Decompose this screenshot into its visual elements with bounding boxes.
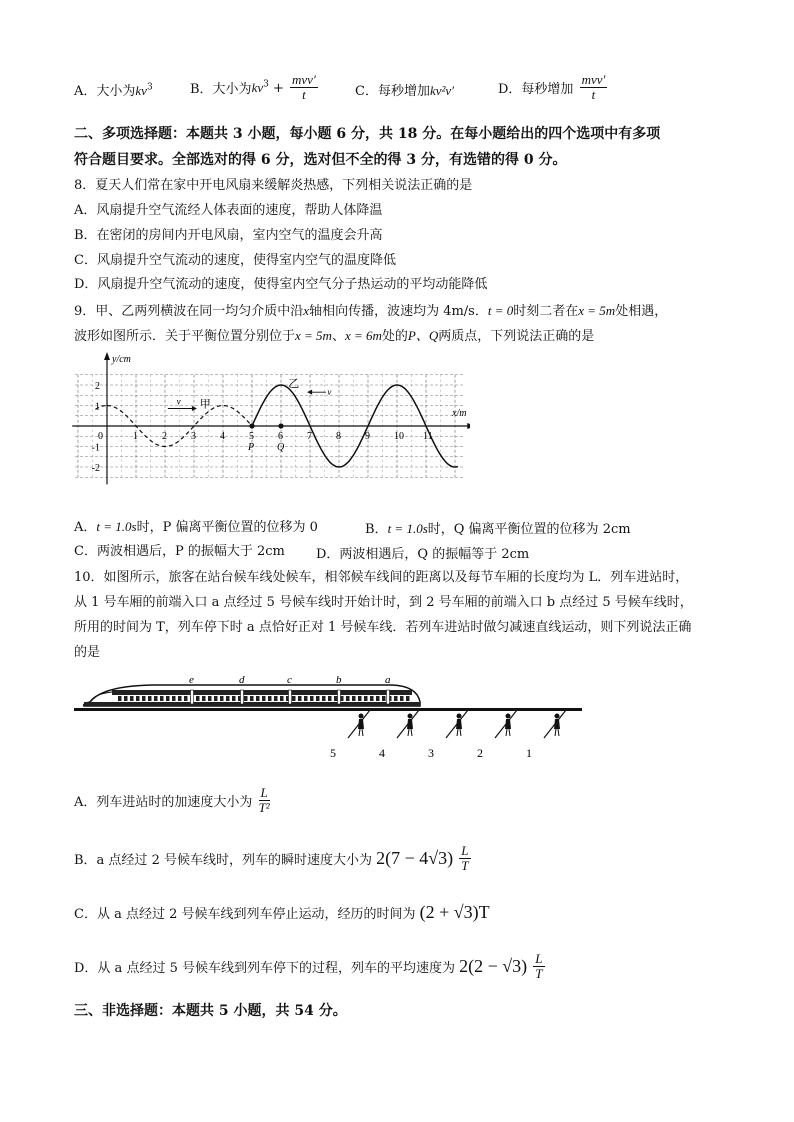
train-window: [304, 696, 308, 701]
wave-yi-arrowhead: [307, 390, 312, 395]
q9-option-b: B．t = 1.0s时，Q 偏离平衡位置的位移为 2cm: [365, 521, 631, 537]
q8-option-c: C．风扇提升空气流动的速度，使得室内空气的温度降低: [74, 253, 396, 268]
train-window: [382, 696, 386, 701]
train-door: [387, 690, 390, 704]
passenger-icon: [407, 719, 413, 729]
train-window: [346, 696, 350, 701]
train-window: [178, 696, 182, 701]
q8-option-d: D．风扇提升空气流动的速度，使得室内空气分子热运动的平均动能降低: [74, 277, 488, 292]
passenger-icon: [411, 729, 412, 736]
waiting-lines: [330, 710, 566, 760]
q10-stem-line1: 10．如图所示，旅客在站台候车线处候车，相邻候车线间的距离以及每节车厢的长度均为 L．列车进站时，: [74, 570, 689, 585]
train-window: [226, 696, 230, 701]
q10-option-d: D．从 a 点经过 5 号候车线到列车停下的过程，列车的平均速度为 2(2 − √3) $\frac{L}{T}$: [74, 951, 543, 981]
train-window: [268, 696, 272, 701]
q10-stem-line3: 所用的时间为 T，列车停下时 a 点恰好正对 1 号候车线．若列车进站时做匀减速直线运动，则下列说法正确: [74, 620, 692, 635]
train-door: [241, 690, 244, 704]
x-tick-label: 9: [365, 431, 370, 442]
q8-stem: 8．夏天人们常在家中开电风扇来缓解炎热感，下列相关说法正确的是: [74, 178, 473, 193]
train-door: [191, 690, 194, 704]
y-axis-arrow: [104, 352, 110, 360]
x-tick-label: 1: [133, 431, 138, 442]
train-window: [394, 696, 398, 701]
train-window: [208, 696, 212, 701]
x-axis-label: x/m: [452, 408, 467, 419]
train-window: [262, 696, 266, 701]
train-window: [142, 696, 146, 701]
x-tick-label: 5: [249, 431, 254, 442]
q10-option-b: B．a 点经过 2 号候车线时，列车的瞬时速度大小为 2(7 − 4√3) $\frac{L}{T}$: [74, 843, 469, 873]
train-window: [118, 696, 122, 701]
graph-axes: [72, 352, 470, 484]
train-window: [352, 696, 356, 701]
wave-jia-velocity-label: v: [176, 396, 181, 407]
point-p-label: P: [248, 442, 255, 453]
train-door: [289, 690, 292, 704]
passenger-icon: [362, 729, 363, 736]
train-skirt: [84, 702, 420, 706]
wave-graph: [70, 350, 470, 512]
passenger-icon: [457, 729, 458, 736]
q10-option-a: A．列车进站时的加速度大小为 $\frac{L}{\text{T²}}$: [74, 785, 270, 815]
passenger-icon: [555, 729, 556, 736]
train-window: [376, 696, 380, 701]
q10-stem-line4: 的是: [74, 645, 101, 660]
waiting-line-label: 3: [428, 746, 434, 760]
train-window: [136, 696, 140, 701]
train-door-label: d: [239, 674, 245, 686]
waiting-line-label: 2: [477, 746, 483, 760]
origin-label: 0: [98, 431, 103, 442]
q9-stem-line2: 波形如图所示．关于平衡位置分别位于x = 5m、x = 6m处的P、Q两质点，下列说法正确的是: [74, 328, 595, 344]
q7-option-b: B．大小为$kv^3$ + $\frac{\text{mvv′}}{t}$: [190, 72, 316, 102]
section2-title-line2: 符合题目要求。全部选对的得 6 分，选对但不全的得 3 分，有选错的得 0 分。: [74, 152, 567, 168]
passenger-icon: [456, 719, 462, 729]
y-tick-label: -2: [91, 463, 100, 474]
q8-option-b: B．在密闭的房间内开电风扇，室内空气的温度会升高: [74, 228, 383, 243]
y-tick-label: 2: [95, 381, 100, 392]
train-window: [316, 696, 320, 701]
train-window: [148, 696, 152, 701]
train-window: [172, 696, 176, 701]
passenger-icon: [558, 729, 559, 736]
waiting-line-label: 5: [330, 746, 336, 760]
train-diagram: [72, 672, 592, 764]
train-window: [334, 696, 338, 701]
train-window: [232, 696, 236, 701]
passenger-icon: [359, 714, 364, 719]
x-tick-label: 8: [336, 431, 341, 442]
train-window: [370, 696, 374, 701]
x-tick-label: 7: [307, 431, 312, 442]
passenger-icon: [505, 719, 511, 729]
y-tick-label: 1: [95, 401, 100, 413]
q9-option-a: A．t = 1.0s时，P 偏离平衡位置的位移为 0: [74, 519, 318, 535]
train-window: [310, 696, 314, 701]
train-door-label: e: [189, 674, 194, 686]
q7-option-d: D．每秒增加 $\frac{\text{mvv′}}{t}$: [498, 72, 606, 102]
train-window: [166, 696, 170, 701]
x-tick-label: 10: [394, 431, 404, 442]
train-door: [338, 690, 341, 704]
q8-option-a: A．风扇提升空气流经人体表面的速度，帮助人体降温: [74, 203, 383, 218]
passenger-icon: [408, 729, 409, 736]
train-window: [124, 696, 128, 701]
waiting-line-label: 1: [526, 746, 532, 760]
point-p: [249, 423, 254, 428]
train-window: [292, 696, 296, 701]
train-door-label: b: [336, 674, 342, 686]
train-window: [322, 696, 326, 701]
q9-stem-line1: 9．甲、乙两列横波在同一均匀介质中沿x轴相向传播，波速均为 4m/s．t = 0时刻二者在x = 5m处相遇，: [74, 303, 668, 319]
train-window: [244, 696, 248, 701]
passenger-icon: [506, 729, 507, 736]
train-window: [256, 696, 260, 701]
q7-option-c: C．每秒增加kv²v′: [355, 83, 455, 99]
y-tick-label: -1: [91, 442, 100, 454]
passenger-icon: [509, 729, 510, 736]
q10-option-c: C．从 a 点经过 2 号候车线到列车停止运动，经历的时间为 (2 + √3)T: [74, 902, 490, 922]
passenger-icon: [358, 719, 364, 729]
train-window: [358, 696, 362, 701]
wave-jia-label: 甲: [199, 397, 211, 411]
q7-option-a: A．大小为$kv^3$: [74, 82, 153, 99]
passenger-icon: [555, 714, 560, 719]
train-window: [328, 696, 332, 701]
train-window: [202, 696, 206, 701]
train-window: [298, 696, 302, 701]
train-window: [130, 696, 134, 701]
train-window: [250, 696, 254, 701]
platform-edge: [74, 708, 582, 711]
train-window: [154, 696, 158, 701]
wave-yi-label: 乙: [288, 377, 300, 391]
wave-jia-arrowhead: [192, 406, 197, 411]
train-door-label: c: [287, 674, 292, 686]
train-door-label: a: [385, 674, 391, 686]
train-window: [196, 696, 200, 701]
point-q-label: Q: [277, 442, 285, 453]
train-window: [160, 696, 164, 701]
x-tick-label: 11: [423, 431, 433, 442]
q10-stem-line2: 从 1 号车厢的前端入口 a 点经过 5 号候车线时开始计时，到 2 号车厢的前端入口 b 点经过 5 号候车线时，: [74, 595, 693, 610]
passenger-icon: [359, 729, 360, 736]
point-q: [278, 423, 283, 428]
passenger-icon: [408, 714, 413, 719]
train-window: [214, 696, 218, 701]
train-window: [274, 696, 278, 701]
section2-title-line1: 二、多项选择题：本题共 3 小题，每小题 6 分，共 18 分。在每小题给出的四个选项中有多项: [74, 126, 661, 142]
q9-option-c: C．两波相遇后，P 的振幅大于 2cm: [74, 544, 285, 559]
passenger-icon: [457, 714, 462, 719]
x-tick-label: 2: [162, 431, 167, 442]
x-axis-arrow: [467, 423, 470, 429]
x-tick-label: 4: [220, 431, 225, 442]
train-window: [280, 696, 284, 701]
train-windows: [118, 696, 410, 701]
passenger-icon: [506, 714, 511, 719]
wave-yi-velocity-label: v: [327, 387, 332, 398]
y-axis-label: y/cm: [112, 354, 131, 365]
q9-option-d: D．两波相遇后，Q 的振幅等于 2cm: [316, 547, 530, 562]
train-window: [406, 696, 410, 701]
train-window: [364, 696, 368, 701]
train-window: [184, 696, 188, 701]
passenger-icon: [554, 719, 560, 729]
train-window: [220, 696, 224, 701]
passenger-icon: [460, 729, 461, 736]
section3-title: 三、非选择题：本题共 5 小题，共 54 分。: [74, 1003, 347, 1019]
x-tick-label: 6: [278, 431, 283, 442]
train-window: [400, 696, 404, 701]
train-window-strip: [112, 690, 412, 695]
x-tick-label: 3: [191, 431, 196, 442]
waiting-line-label: 4: [379, 746, 385, 760]
